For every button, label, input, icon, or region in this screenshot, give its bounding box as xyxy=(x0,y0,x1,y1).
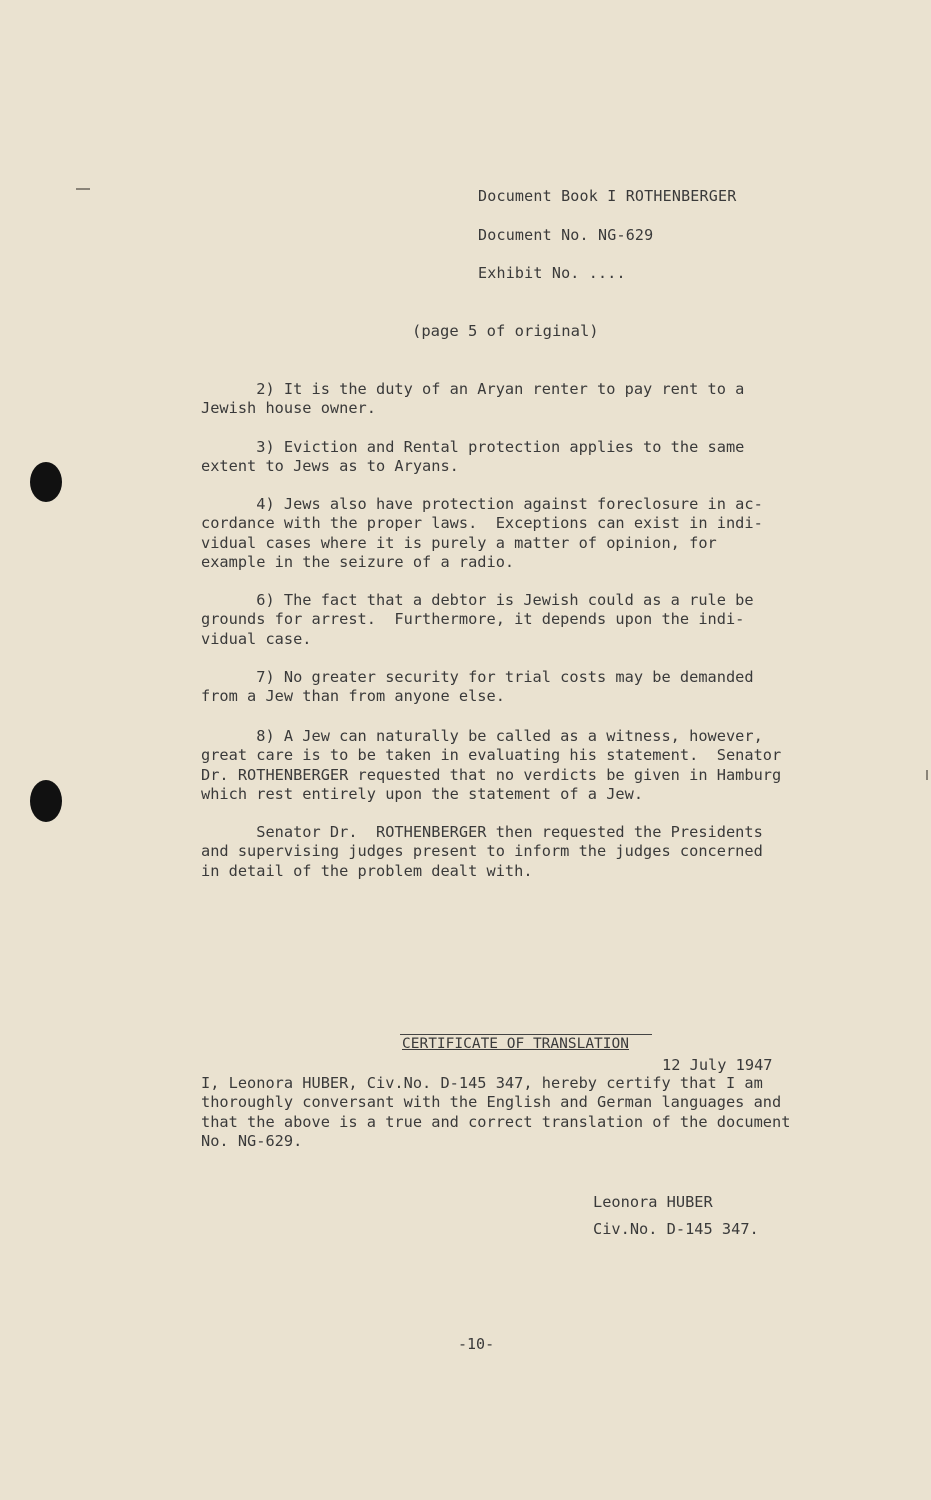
paragraph-7: 7) No greater security for trial costs may be demanded from a Jew than from anyone else. xyxy=(201,668,754,706)
signature-name: Leonora HUBER xyxy=(593,1193,713,1211)
document-number-line: Document No. NG-629 xyxy=(478,226,654,244)
paragraph-2: 2) It is the duty of an Aryan renter to pay rent to a Jewish house owner. xyxy=(201,380,745,418)
punch-hole-bottom xyxy=(30,780,62,822)
certificate-date: 12 July 1947 xyxy=(662,1056,773,1074)
closing-paragraph: Senator Dr. ROTHENBERGER then requested the Presidents and supervising judges present to inform the judges concerned in detail of the problem dealt with. xyxy=(201,823,763,880)
paragraph-3: 3) Eviction and Rental protection applies to the same extent to Jews as to Aryans. xyxy=(201,438,745,476)
document-book-line: Document Book I ROTHENBERGER xyxy=(478,187,737,205)
left-edge-mark xyxy=(76,188,90,190)
paragraph-8: 8) A Jew can naturally be called as a witness, however, great care is to be taken in evaluating his statement. Senator Dr. ROTHENBERGER requested that no verdicts be given in Hamburg which rest entirely upon the statement of a Jew. xyxy=(201,727,782,803)
certificate-body: I, Leonora HUBER, Civ.No. D-145 347, hereby certify that I am thoroughly conversant with the English and German languages and that the above is a true and correct translation of the document No. NG-629. xyxy=(201,1074,791,1150)
page-note: (page 5 of original) xyxy=(412,322,599,340)
punch-hole-top xyxy=(30,462,62,502)
right-edge-mark xyxy=(926,770,928,780)
signature-civ-number: Civ.No. D-145 347. xyxy=(593,1220,759,1238)
paragraph-4: 4) Jews also have protection against foreclosure in ac- cordance with the proper laws. Exceptions can exist in indi- vidual cases where it is purely a matter of opinion, for example in the seizure of a radio. xyxy=(201,495,763,571)
certificate-title: CERTIFICATE OF TRANSLATION xyxy=(402,1036,629,1052)
certificate-rule xyxy=(400,1034,652,1035)
paragraph-6: 6) The fact that a debtor is Jewish could as a rule be grounds for arrest. Furthermore, it depends upon the indi- vidual case. xyxy=(201,591,754,648)
page-number: -10- xyxy=(458,1335,495,1353)
exhibit-number-line: Exhibit No. .... xyxy=(478,264,626,282)
